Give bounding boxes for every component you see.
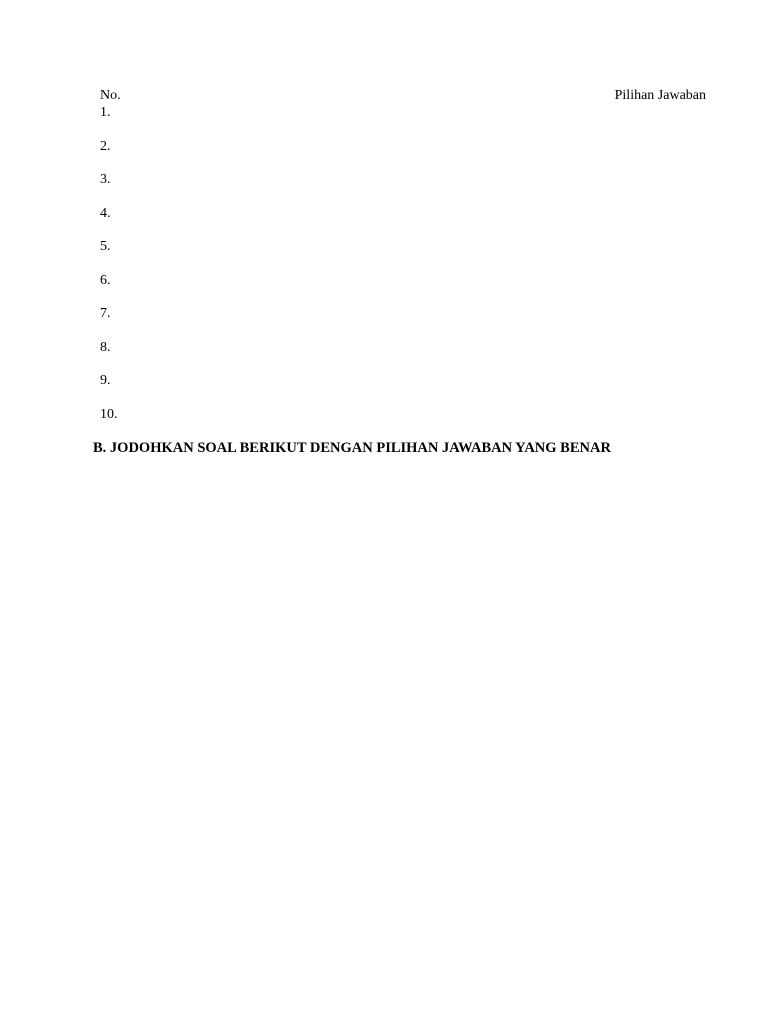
list-item: 6. xyxy=(100,272,111,288)
list-item: 2. xyxy=(100,138,111,154)
list-item: 3. xyxy=(100,172,111,187)
header-pilihan-jawaban: Pilihan Jawaban xyxy=(614,88,706,103)
list-item: 9. xyxy=(100,373,111,388)
list-item: 5. xyxy=(100,239,111,254)
section-b-heading: B. JODOHKAN SOAL BERIKUT DENGAN PILIHAN JAWABAN YANG BENAR xyxy=(93,440,611,456)
list-item: 1. xyxy=(100,105,111,120)
question-number-list xyxy=(100,104,118,439)
list-item: 10. xyxy=(100,406,118,422)
list-item: 7. xyxy=(100,306,111,321)
list-item: 8. xyxy=(100,339,111,355)
header-no: No. xyxy=(100,88,121,103)
table-header-row xyxy=(100,88,706,106)
list-item: 4. xyxy=(100,205,111,221)
